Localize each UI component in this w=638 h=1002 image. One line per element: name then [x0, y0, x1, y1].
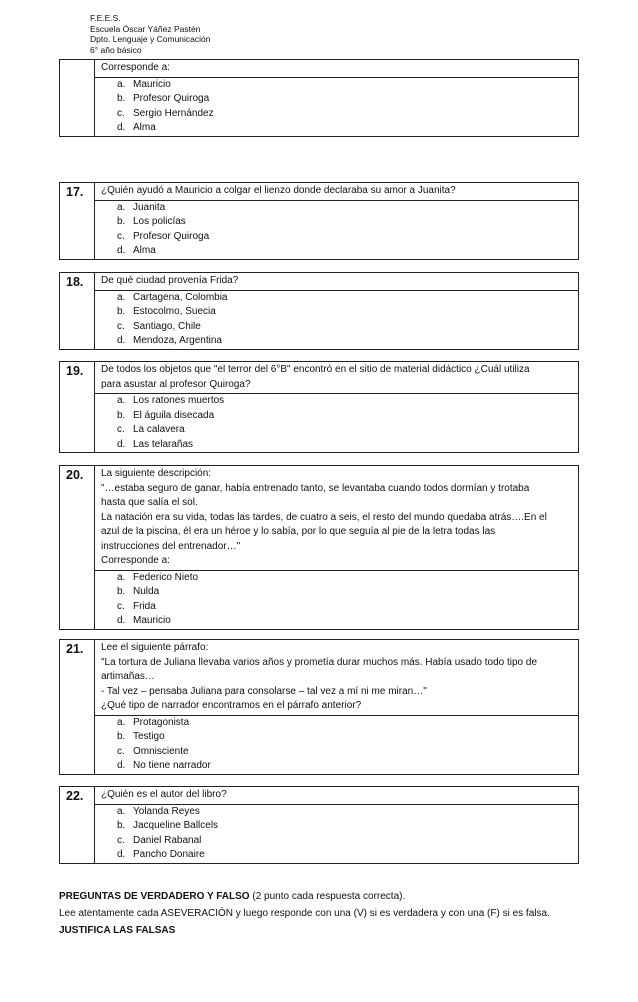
question-text: La siguiente descripción: "…estaba seguro de ganar, había entrenado tanto, se levantaba cuando todos dormían y trotaba hasta que salía el sol. La natación era su vida, todas las tardes, de cuatro a seis, el resto del mundo quedaba atrás….En el azul de la piscina, él era un héroe y lo sabía, por lo que seguía al pie de la letra todas las instrucciones del entrenador…" Corresponde a: — [95, 466, 579, 571]
option-a[interactable]: a. Protagonista — [117, 716, 190, 728]
header-line: 6° año básico — [90, 44, 142, 55]
option-c[interactable]: c. Sergio Hernández — [117, 107, 214, 119]
option-b[interactable]: b. Testigo — [117, 731, 165, 742]
option-b[interactable]: b. Los policías — [117, 216, 186, 227]
justify-note: JUSTIFICA LAS FALSAS — [59, 925, 176, 936]
option-c[interactable]: c. Frida — [117, 600, 156, 612]
question-20 — [59, 465, 579, 630]
option-d[interactable]: d. Alma — [117, 122, 156, 133]
option-d[interactable]: d. No tiene narrador — [117, 760, 211, 771]
option-b[interactable]: b. Profesor Quiroga — [117, 93, 210, 104]
option-b[interactable]: b. Estocolmo, Suecia — [117, 306, 216, 317]
question-17 — [59, 182, 579, 260]
section-note: (2 punto cada respuesta correcta). — [249, 891, 406, 902]
option-a[interactable]: a. Los ratones muertos — [117, 395, 225, 406]
option-a[interactable]: a. Mauricio — [117, 78, 171, 90]
options-list — [95, 715, 579, 774]
question-text: Lee el siguiente párrafo: "La tortura de Juliana llevaba varios años y prometía durar muchos más. Había usado todo tipo de artimañas… - Tal vez – pensaba Juliana para consolarse – tal vez a mí ni me miran…" ¿Qué tipo de narrador encontramos en el párrafo anterior? — [95, 640, 579, 716]
question-21 — [59, 639, 579, 775]
options-list — [95, 290, 579, 349]
question-text: ¿Quién ayudó a Mauricio a colgar el lienzo donde declaraba su amor a Juanita? — [95, 183, 579, 201]
header-line: F.E.E.S. — [90, 13, 121, 23]
section-title: PREGUNTAS DE VERDADERO Y FALSO — [59, 891, 250, 902]
option-d[interactable]: d. Alma — [117, 245, 156, 256]
question-number: 22. — [60, 787, 95, 864]
option-a[interactable]: a. Federico Nieto — [117, 571, 199, 583]
option-b[interactable]: b. Nulda — [117, 586, 160, 597]
question-number: 20. — [60, 466, 95, 630]
option-a[interactable]: a. Yolanda Reyes — [117, 805, 200, 817]
option-b[interactable]: b. El águila disecada — [117, 409, 215, 421]
option-b[interactable]: b. Jacqueline Ballcels — [117, 820, 219, 831]
option-a[interactable]: a. Cartagena, Colombia — [117, 291, 228, 303]
section-instructions: Lee atentamente cada ASEVERACIÓN y luego responde con una (V) si es verdadera y con una (F) si es falsa. JUSTIFICA LAS FALSAS — [59, 908, 550, 936]
question-19 — [59, 361, 579, 453]
question-18 — [59, 272, 579, 350]
option-c[interactable]: c. La calavera — [117, 424, 185, 435]
question-number: 19. — [60, 362, 95, 453]
option-d[interactable]: d. Mauricio — [117, 615, 171, 626]
option-d[interactable]: d. Las telarañas — [117, 438, 194, 450]
true-false-section — [59, 888, 584, 939]
section-title-line — [59, 888, 584, 905]
option-a[interactable]: a. Juanita — [117, 201, 166, 213]
options-list — [95, 394, 579, 453]
header-line: Escuela Óscar Yáñez Pastén — [90, 23, 201, 34]
header-line: Dpto. Lenguaje y Comunicación — [90, 34, 211, 44]
options-list — [95, 200, 579, 259]
question-number: 18. — [60, 273, 95, 350]
question-text: De qué ciudad provenía Frida? — [95, 273, 579, 291]
question-22 — [59, 786, 579, 864]
question-text: ¿Quién es el autor del libro? — [95, 787, 579, 805]
option-c[interactable]: c. Santiago, Chile — [117, 320, 201, 332]
option-d[interactable]: d. Pancho Donaire — [117, 849, 205, 860]
options-list — [95, 77, 579, 136]
option-c[interactable]: c. Daniel Rabanal — [117, 834, 202, 846]
question-number: 21. — [60, 640, 95, 775]
school-header — [90, 13, 211, 55]
question-16 — [59, 59, 579, 137]
option-c[interactable]: c. Omnisciente — [117, 745, 189, 757]
options-list — [95, 570, 579, 629]
question-text: Corresponde a: — [95, 60, 579, 78]
question-number: 17. — [60, 183, 95, 260]
options-list — [95, 804, 579, 863]
option-d[interactable]: d. Mendoza, Argentina — [117, 335, 222, 346]
question-text: De todos los objetos que "el terror del 6°B" encontró en el sitio de material didáctico ¿Cuál utiliza para asustar al profesor Quiroga? — [95, 362, 579, 394]
question-number — [60, 60, 95, 137]
option-c[interactable]: c. Profesor Quiroga — [117, 230, 210, 242]
